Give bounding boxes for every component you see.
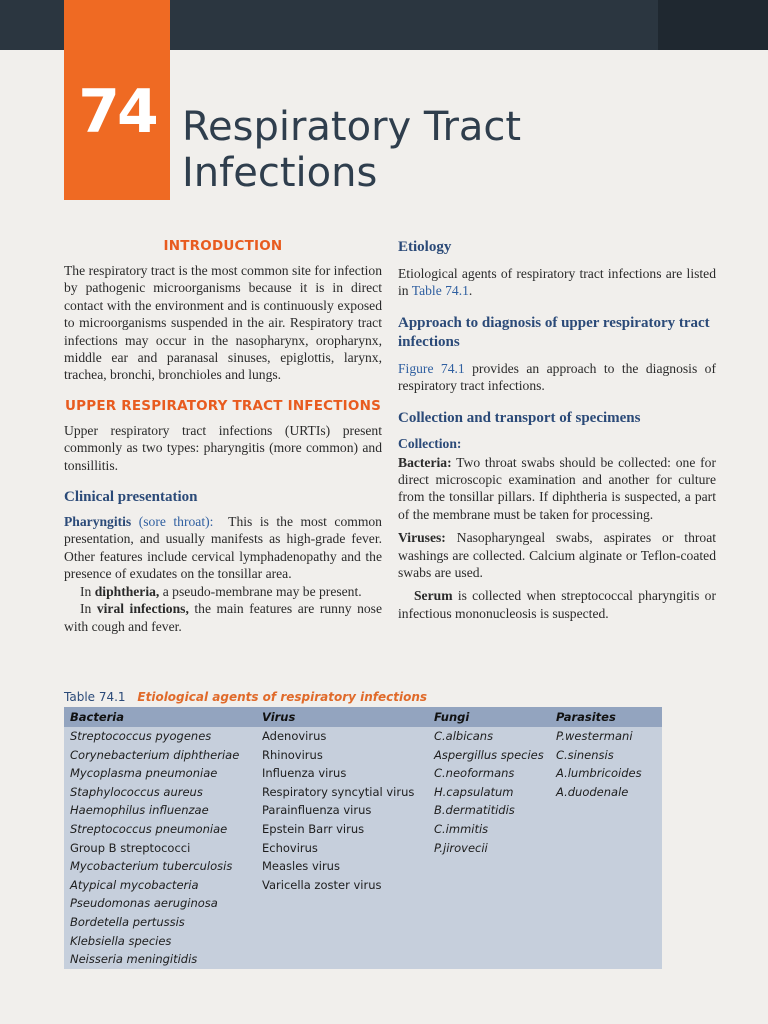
parasites-column [556, 707, 642, 801]
table-cell: Haemophilus influenzae [70, 803, 209, 818]
table-cell: Klebsiella species [70, 933, 172, 948]
introduction-heading: INTRODUCTION [163, 238, 283, 254]
table-cell: B.dermatitidis [434, 803, 515, 818]
bacteria-term: Bacteria: [398, 454, 452, 470]
table-cell: Adenovirus [262, 729, 327, 743]
table-cell: Mycoplasma pneumoniae [70, 766, 218, 781]
table-cell: Staphylococcus aureus [70, 784, 203, 799]
diphtheria-pre: In [80, 583, 92, 599]
clinical-presentation-heading: Clinical presentation [64, 489, 198, 506]
table-cell: P.jirovecii [434, 840, 488, 855]
table-cell: Parainfluenza virus [262, 803, 372, 818]
bacteria-column [70, 707, 239, 969]
table-cell: Mycobacterium tuberculosis [70, 859, 233, 874]
serum-text: is collected when streptococcal pharyngitis or infectious mononucleosis is suspected. [398, 588, 716, 621]
top-header-accent [658, 0, 768, 50]
right-column [398, 238, 716, 622]
table-number: Table 74.1 [64, 690, 126, 704]
table-cell: Varicella zoster virus [262, 877, 382, 892]
table-title: Etiological agents of respiratory infections [137, 690, 428, 704]
header-bacteria: Bacteria [70, 710, 125, 724]
pharyngitis-text: This is the most common presentation, and usually manifests as high-grade fever. Other features include cervical lymphadenopathy and the presence of exudates on the tonsillar area. [64, 514, 382, 582]
chapter-title-line2: Infections [182, 150, 378, 196]
approach-paragraph [398, 360, 716, 395]
header-virus: Virus [262, 710, 296, 724]
table-cell: H.capsulatum [434, 784, 514, 799]
serum-term: Serum [414, 588, 453, 604]
table-cell: Streptococcus pneumoniae [70, 821, 228, 836]
viral-paragraph [64, 600, 382, 635]
etiology-text: Etiological agents of respiratory tract infections are listed in [398, 266, 716, 299]
table-cell: Epstein Barr virus [262, 821, 365, 836]
table-cell: Echovirus [262, 840, 318, 855]
table-cell: Influenza virus [262, 766, 347, 781]
table-cell: A.lumbricoides [556, 766, 642, 781]
collection-heading: Collection and transport of specimens [398, 409, 641, 426]
bacteria-text: Two throat swabs should be collected: one for direct microscopic examination and another for culture from the tonsillar pillars. If diphtheria is suspected, a part of the membrane must be taken for processing. [398, 454, 717, 522]
table-cell: Corynebacterium diphtheriae [70, 747, 240, 762]
viruses-text: Nasopharyngeal swabs, aspirates or throat washings are collected. Calcium alginate or Teflon-coated swabs are used. [398, 530, 717, 581]
table-cell: C.albicans [434, 729, 494, 743]
urti-heading: UPPER RESPIRATORY TRACT INFECTIONS [64, 397, 381, 414]
table-cell: Group B streptococci [70, 840, 191, 855]
table-cell: Respiratory syncytial virus [262, 784, 415, 799]
table-cell: Bordetella pertussis [70, 914, 185, 929]
viruses-paragraph [398, 529, 716, 581]
left-column [64, 238, 382, 635]
header-parasites: Parasites [556, 710, 616, 724]
table-cell: A.duodenale [556, 784, 629, 799]
approach-heading: Approach to diagnosis of upper respiratory tract infections [398, 314, 710, 350]
table-cell: Streptococcus pyogenes [70, 729, 212, 743]
urti-paragraph: Upper respiratory tract infections (URTIs) present commonly as two types: pharyngitis (more common) and tonsillitis. [64, 422, 382, 473]
table-reference-link[interactable]: Table 74.1 [411, 283, 469, 299]
table-cell: Rhinovirus [262, 747, 323, 762]
chapter-number-block [64, 0, 170, 200]
table-cell: Atypical mycobacteria [70, 877, 199, 892]
header-fungi: Fungi [434, 710, 470, 724]
viral-term: viral infections, [96, 601, 189, 617]
viral-text: the main features are runny nose with cough and fever. [64, 601, 382, 634]
fungi-column [434, 707, 544, 857]
etiology-paragraph: Etiological agents of respiratory tract infections are listed in Table 74.1. [398, 266, 716, 299]
table-cell: P.westermani [556, 729, 633, 743]
collection-subheading: Collection: [398, 435, 462, 451]
table-cell: Aspergillus species [434, 747, 544, 762]
pharyngitis-alt-term: (sore throat): [138, 514, 214, 530]
viruses-term: Viruses: [398, 530, 446, 546]
table-cell: Pseudomonas aeruginosa [70, 896, 218, 911]
table-cell: C.immitis [434, 821, 489, 836]
virus-column [262, 707, 414, 894]
etiology-table [64, 707, 662, 969]
diphtheria-text: a pseudo-membrane may be present. [162, 583, 362, 599]
table-cell: C.neoformans [434, 766, 515, 781]
diphtheria-term: diphtheria, [94, 583, 160, 599]
chapter-title-line1: Respiratory Tract [182, 104, 522, 150]
approach-text: provides an approach to the diagnosis of respiratory tract infections. [398, 360, 716, 394]
pharyngitis-term: Pharyngitis [64, 514, 132, 530]
serum-paragraph [398, 587, 716, 622]
table-caption [64, 690, 427, 704]
pharyngitis-paragraph [64, 513, 382, 583]
table-cell: Neisseria meningitidis [70, 952, 198, 967]
etiology-heading: Etiology [398, 239, 452, 255]
figure-reference-link[interactable]: Figure 74.1 [398, 360, 465, 376]
table-cell: C.sinensis [556, 747, 614, 762]
diphtheria-paragraph [64, 583, 382, 600]
bacteria-paragraph [398, 454, 716, 524]
chapter-number: 74 [78, 77, 156, 147]
table-cell: Measles virus [262, 859, 340, 874]
chapter-title [182, 104, 521, 196]
introduction-paragraph: The respiratory tract is the most common site for infection by pathogenic microorganisms because it is in direct contact with the environment and is continuously exposed to microorganisms suspended in the air. Respiratory tract infections may occur in the nasopharynx, oropharynx, middle ear and paranasal sinuses, epiglottis, larynx, trachea, bronchi, bronchioles and lungs. [64, 263, 382, 383]
viral-pre: In [80, 601, 92, 617]
